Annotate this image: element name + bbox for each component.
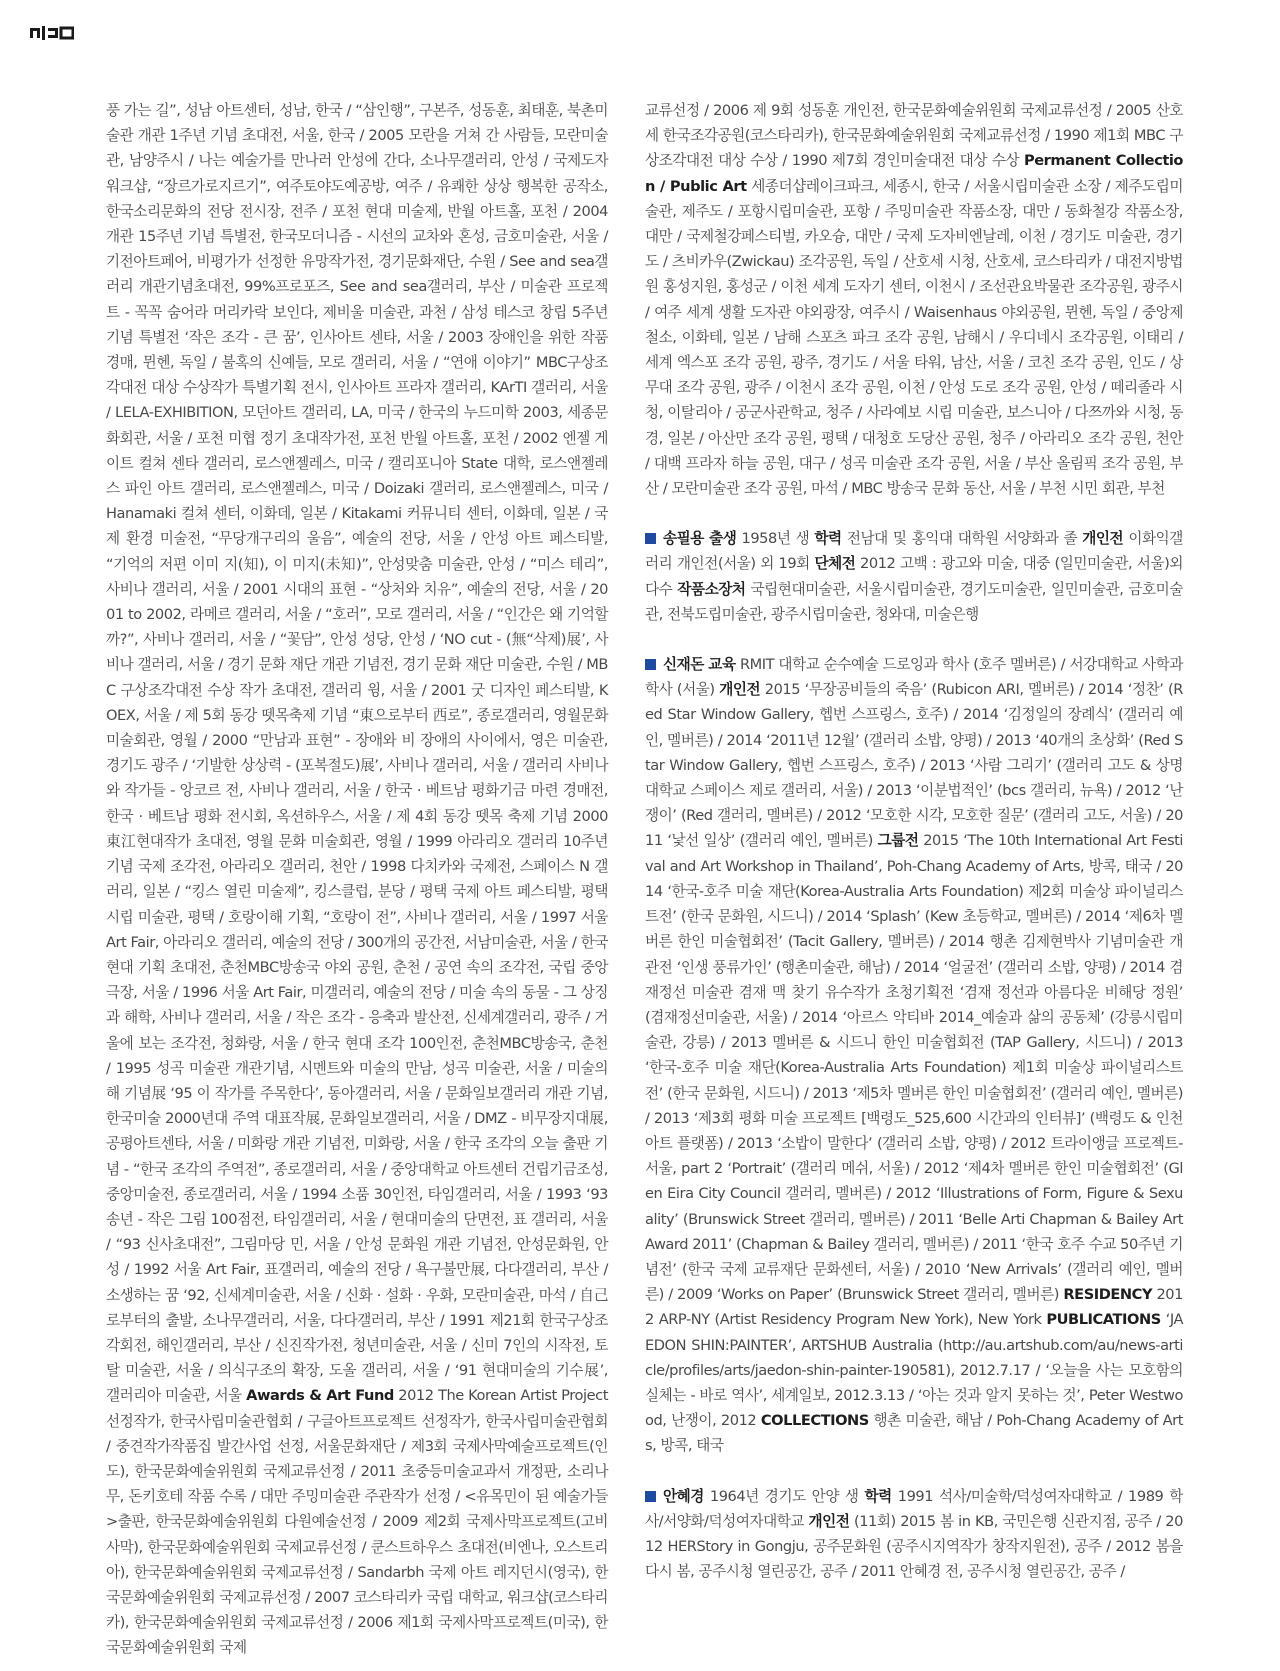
awards-text-continued: 교류선정 / 2006 제 9회 성동훈 개인전, 한국문화예술위원회 국제교류선정 / 2005 산호세 한국조각공원(코스타리카), 한국문화예술위원회 국제교류선정 / 1990 제1회 MBC 구상조각대전 대상 수상 / 1990 제7회 경인미술대전 대상 수상: [645, 102, 1183, 170]
solo-text: 이화익갤러리 개인전(서울) 외 19회: [645, 530, 1183, 573]
birth-text: 1958년 생: [741, 530, 810, 548]
label-solo: 개인전: [1082, 530, 1124, 548]
birth-text: 1964년 경기도 안양 생: [709, 1487, 859, 1505]
collection-text: 세종더샵레이크파크, 세종시, 한국 / 서울시립미술관 소장 / 제주도립미술관, 제주도 / 포항시립미술관, 포항 / 주밍미술관 작품소장, 대만 / 동화철강 작품소장, 대만 / 국제철강페스티벌, 카오슝, 대만 / 국제 도자비엔날레, 이천 / 경기도 미술관, 경기도 / 츠비카우(Zwickau) 조각공원, 독일 / 산호세 시청, 산호세, 코스타리카 / 대전지방법원 홍성지원, 홍성군 / 이천 세계 도자기 센터, 이천시 / 조선관요박물관 조각공원, 광주시 / 여주 세계 생활 도자관 야외광장, 여주시 / Waisenhaus 야외공원, 뮌헨, 독일 / 중앙제철소, 이화테, 일본 / 남해 스포츠 파크 조각 공원, 남해시 / 우디네시 조각공원, 이태리 / 세계 엑스포 조각 공원, 광주, 경기도 / 서울 타워, 남산, 서울 / 코친 조각 공원, 인도 / 상무대 조각 공원, 광주 / 이천시 조각 공원, 이천 / 안성 도로 조각 공원, 안성 / 떼리졸라 시청, 이탈리아 / 공군사관학교, 청주 / 사라예보 시립 미술관, 보스니아 / 다쯔까와 시청, 동경, 일본 / 아산만 조각 공원, 평택 / 대청호 도당산 공원, 청주 / 아라리오 조각 공원, 천안 / 대백 프라자 하늘 공원, 대구 / 성곡 미술관 조각 공원, 서울 / 부산 올림픽 조각 공원, 부산 / 모란미술관 조각 공원, 마석 / MBC 방송국 문화 동산, 서울 / 부천 시민 회관, 부천: [645, 177, 1183, 498]
residency-text: 2012 ARP-NY (Artist Residency Program New York), New York: [645, 1286, 1183, 1329]
label-residency: RESIDENCY: [1063, 1286, 1153, 1304]
label-solo: 개인전: [808, 1512, 850, 1530]
group-exhibitions-text: 풍 가는 길”, 성남 아트센터, 성남, 한국 / “삼인행”, 구본주, 성동훈, 최태훈, 북촌미술관 개관 1주년 기념 초대전, 서울, 한국 / 2005 모란을 거쳐 간 사람들, 모란미술관, 남양주시 / 나는 예술가를 만나러 안성에 간다, 소나무갤러리, 안성 / 국제도자워크샵, “장르가로지르기”, 여주토야도예공방, 여주 / 유쾌한 상상 행복한 공작소, 한국소리문화의 전당 전시장, 전주 / 포천 현대 미술제, 반월 아트홀, 포천 / 2004 개관 15주년 기념 특별전, 한국모더니즘 - 시선의 교차와 혼성, 금호미술관, 서울 / 기전아트페어, 비평가가 선정한 유망작가전, 경기문화재단, 수원 / See and sea갤러리 개관기념초대전, 99%프로포즈, See and sea갤러리, 부산 / 미술관 프로젝트 - 꼭꼭 숨어라 머리카락 보인다, 제비울 미술관, 과천 / 삼성 테스코 창립 5주년 기념 특별전 ‘작은 조각 - 큰 꿈’, 인사아트 센타, 서울 / 2003 장애인을 위한 작품경매, 뮌헨, 독일 / 불혹의 신예들, 모로 갤러리, 서울 / “연애 이야기” MBC구상조각대전 대상 수상작가 특별기획 전시, 인사아트 프라자 갤러리, KArTI 갤러리, 서울 / LELA-EXHIBITION, 모던아트 갤러리, LA, 미국 / 한국의 누드미학 2003, 세종문화회관, 서울 / 포천 미협 정기 초대작가전, 포천 반월 아트홀, 포천 / 2002 엔젤 게이트 컬쳐 센타 갤러리, 로스앤젤레스, 미국 / 캘리포니아 State 대학, 로스앤젤레스 파인 아트 갤러리, 로스앤젤레스, 미국 / Doizaki 갤러리, 로스앤젤레스, 미국 / Hanamaki 컬쳐 센터, 이화데, 일본 / Kitakami 커뮤니티 센터, 이화데, 일본 / 국제 환경 미술전, “무당개구리의 울음”, 예술의 전당, 서울 / 안성 아트 페스티발, “기억의 저편 이미 지(知), 이 미지(未知)”, 안성맞춤 미술관, 안성 / “미스 테리”, 사비나 갤러리, 서울 / 2001 시대의 표현 - “상처와 치유”, 예술의 전당, 서울 / 2001 to 2002, 라메르 갤러리, 서울 / “호러”, 모로 갤러리, 서울 / “인간은 왜 기억할까?”, 사비나 갤러리, 서울 / “꽃담”, 안성 성당, 안성 / ‘NO cut - (無“삭제)展’, 사비나 갤러리, 서울 / 경기 문화 재단 개관 기념전, 경기 문화 재단 미술관, 수원 / MBC 구상조각대전 수상 작가 초대전, 갤러리 윙, 서울 / 2001 굿 디자인 페스티발, KOEX, 서울 / 제 5회 동강 뗏목축제 기념 “東으로부터 西로”, 종로갤러리, 영월문화 미술회관, 영월 / 2000 “만남과 표현” - 장애와 비 장애의 사이에서, 영은 미술관, 경기도 광주 / ‘기발한 상상력 - (포복절도)展’, 사비나 갤러리, 서울 / 갤러리 사비나와 작가들 - 앙코르 전, 사비나 갤러리, 서울 / 한국 · 베트남 평화기금 마련 경매전, 한국 · 베트남 평화 전시회, 옥션하우스, 서울 / 제 4회 동강 뗏목 축제 기념 2000東江현대작가 초대전, 영월 문화 미술회관, 영월 / 1999 아라리오 갤러리 10주년 기념 국제 조각전, 아라리오 갤러리, 천안 / 1998 다치카와 국제전, 스페이스 N 갤러리, 일본 / “킹스 열린 미술제”, 킹스클럽, 분당 / 평택 국제 아트 페스티발, 평택 시립 미술관, 평택 / 호랑이해 기획, “호랑이 전”, 사비나 갤러리, 서울 / 1997 서울 Art Fair, 아라리오 갤러리, 예술의 전당 / 300개의 공간전, 서남미술관, 서울 / 한국 현대 기획 초대전, 춘천MBC방송국 야외 공원, 춘천 / 공연 속의 조각전, 국립 중앙 극장, 서울 / 1996 서울 Art Fair, 미갤러리, 예술의 전당 / 미술 속의 동물 - 그 상징과 해학, 사비나 갤러리, 서울 / 작은 조각 - 응축과 발산전, 신세계갤러리, 광주 / 거울에 보는 조각전, 청화랑, 서울 / 한국 현대 조각 100인전, 춘천MBC방송국, 춘천 / 1995 성곡 미술관 개관기념, 시멘트와 미술의 만남, 성곡 미술관, 서울 / 미술의 해 기념展 ‘95 이 작가를 주목한다’, 동아갤러리, 서울 / 문화일보갤러리 개관 기념, 한국미술 2000년대 주역 대표작展, 문화일보갤러리, 서울 / DMZ - 비무장지대展, 공평아트센타, 서울 / 미화랑 개관 기념전, 미화랑, 서울 / 한국 조각의 오늘 출판 기념 - “한국 조각의 주역전”, 종로갤러리, 서울 / 중앙대학교 아트센터 건립기금조성, 중앙미술전, 종로갤러리, 서울 / 1994 소품 30인전, 타임갤러리, 서울 / 1993 ‘93송년 - 작은 그림 100점전, 타임갤러리, 서울 / 현대미술의 단면전, 표 갤러리, 서울 / “93 신사초대전”, 그림마당 민, 서울 / 안성 문화원 개관 기념전, 안성문화원, 안성 / 1992 서울 Art Fair, 표갤러리, 예술의 전당 / 욕구불만展, 다다갤러리, 부산 / 소생하는 꿈 ‘92, 신세계미술관, 서울 / 신화 · 설화 · 우화, 모란미술관, 마석 / 自己로부터의 출발, 소나무갤러리, 서울, 다다갤러리, 부산 / 1991 제21회 한국구상조각회전, 해인갤러리, 부산 / 신진작가전, 청년미술관, 서울 / 신미 7인의 시작전, 토탈 미술관, 서울 / 의식구조의 확장, 도올 갤러리, 서울 / ‘91 현대미술의 기수展’, 갤러리아 미술관, 서울: [106, 102, 608, 1405]
collection-heading: Permanent Collection / Public Art: [645, 152, 1183, 195]
label-education: 학력: [814, 530, 842, 548]
publications-text: ‘JAEDON SHIN:PAINTER’, ARTSHUB Australia (http://au.artshub.com/au/news-article/profiles/arts/jaedon-shin-painter-190581), 2012.7.17 / ‘오늘을 사는 모호함의 실체는 - 바로 역사’, 세계일보, 2012.3.13 / ‘아는 것과 알지 못하는 것’, Peter Westwood, 난쟁이, 2012: [645, 1311, 1183, 1430]
group-text: 2015 ‘The 10th International Art Festival and Art Workshop in Thailand’, Poh-Chang Academy of Arts, 방콕, 태국 / 2014 ‘한국-호주 미술 재단(Korea-Australia Arts Foundation) 제2회 미술상 파이널리스트전’ (한국 문화원, 시드니) / 2014 ‘Splash’ (Kew 초등학교, 멜버른) / 2014 ‘제6차 멜버른 한인 미술협회전’ (Tacit Gallery, 멜버른) / 2014 행촌 김제현박사 기념미술관 개관전 ‘인생 풍류가인’ (행촌미술관, 해남) / 2014 ‘얼굴전’ (갤러리 소밥, 양평) / 2014 겸재정선 미술관 겸재 맥 찾기 유수작가 초청기획전 ‘겸재 정선과 아름다운 비해당 정원’ (겸재정선미술관, 서울) / 2014 ‘아르스 악티바 2014_예술과 삶의 공동체’ (강릉시립미술관, 강릉) / 2013 멜버른 & 시드니 한인 미술협회전 (TAP Gallery, 시드니) / 2013 ‘한국-호주 미술 재단(Korea-Australia Arts Foundation) 제1회 미술상 파이널리스트전’ (한국 문화원, 시드니) / 2013 ‘제5차 멜버른 한인 미술협회전’ (갤러리 예인, 멜버른) / 2013 ‘제3회 평화 미술 프로젝트 [백령도_525,600 시간과의 인터뷰]’ (백령도 & 인천 아트 플랫폼) / 2013 ‘소밥이 말한다’ (갤러리 소밥, 양평) / 2012 트라이앵글 프로젝트-서울, part 2 ‘Portrait’ (갤러리 메쉬, 서울) / 2012 ‘제4차 멜버른 한인 미술협회전’ (Glen Eira City Council 갤러리, 멜버른) / 2012 ‘Illustrations of Form, Figure & Sexuality’ (Brunswick Street 갤러리, 멜버른) / 2011 ‘Belle Arti Chapman & Bailey Art Award 2011’ (Chapman & Bailey 갤러리, 멜버른) / 2011 ‘한국 호주 수교 50주년 기념전’ (한국 국제 교류재단 문화센터, 서울) / 2010 ‘New Arrivals’ (갤러리 예인, 멜버른) / 2009 ‘Works on Paper’ (Brunswick Street 갤러리, 멜버른): [645, 832, 1183, 1304]
artist-entry-shin: [645, 652, 1183, 1459]
artist-name: 송필용: [663, 530, 704, 548]
label-birth: 출생: [709, 530, 737, 548]
collection-text: 국립현대미술관, 서울시립미술관, 경기도미술관, 일민미술관, 금호미술관, 전북도립미술관, 광주시립미술관, 청와대, 미술은행: [645, 580, 1183, 623]
career-paragraph: [106, 98, 608, 1661]
square-bullet-icon: [645, 1491, 656, 1502]
left-column: [106, 98, 608, 1661]
artist-entry-song: [645, 526, 1183, 627]
awards-heading: Awards & Art Fund: [246, 1387, 394, 1405]
education-text: RMIT 대학교 순수예술 드로잉과 학사 (호주 멜버른) / 서강대학교 사학과 학사 (서울): [645, 656, 1183, 699]
artist-entry-ahn: [645, 1484, 1183, 1585]
right-column: [645, 98, 1183, 1584]
education-text: 전남대 및 홍익대 대학원 서양화과 졸: [846, 530, 1078, 548]
awards-text: 2012 The Korean Artist Project 선정작가, 한국사립미술관협회 / 구글아트프로젝트 선정작가, 한국사립미술관협회 / 중견작가작품집 발간사업 선정, 서울문화재단 / 제3회 국제사막예술프로젝트(인도), 한국문화예술위원회 국제교류선정 / 2011 초중등미술교과서 개정판, 소리나무, 돈키호테 작품 수록 / 대만 주밍미술관 주관작가 선정 / <유목민이 된 예술가들>출판, 한국문화예술위원회 다원예술선정 / 2009 제2회 국제사막프로젝트(고비사막), 한국문화예술위원회 국제교류선정 / 쿤스트하우스 초대전(비엔나, 오스트리아), 한국문화예술위원회 국제교류선정 / Sandarbh 국제 아트 레지던시(영국), 한국문화예술위원회 국제교류선정 / 2007 코스타리카 국립 대학교, 워크샵(코스타리카), 한국문화예술위원회 국제교류선정 / 2006 제1회 국제사막프로젝트(미국), 한국문화예술위원회 국제: [106, 1387, 608, 1657]
collection-text: 행촌 미술관, 해남 / Poh-Chang Academy of Arts, 방콕, 태국: [645, 1412, 1183, 1455]
career-continued-paragraph: [645, 98, 1183, 501]
group-text: 2012 고백 : 광고와 미술, 대중 (일민미술관, 서울)외 다수: [645, 555, 1183, 598]
square-bullet-icon: [645, 659, 656, 670]
label-education: 학력: [864, 1487, 892, 1505]
education-text: 1991 석사/미술학/덕성여자대학교 / 1989 학사/서양화/덕성여자대학교: [645, 1487, 1183, 1530]
solo-text: 2015 ‘무장공비들의 죽음’ (Rubicon ARI, 멜버른) / 2014 ‘정찬’ (Red Star Window Gallery, 헵번 스프링스, 호주) / 2014 ‘김정일의 장례식’ (갤러리 예인, 멜버른) / 2014 ‘2011년 12월’ (갤러리 소밥, 양평) / 2013 ‘40개의 초상화’ (Red Star Window Gallery, 헵번 스프링스, 호주) / 2013 ‘사람 그리기’ (갤러리 고도 & 상명대학교 스페이스 제로 갤러리, 서울) / 2013 ‘이분법적인’ (bcs 갤러리, 뉴욕) / 2012 ‘난쟁이’ (Red 갤러리, 멜버른) / 2012 ‘모호한 시각, 모호한 질문’ (갤러리 고도, 서울) / 2011 ‘낯선 일상’ (갤러리 예인, 멜버른): [645, 681, 1183, 850]
solo-text: (11회) 2015 봄 in KB, 국민은행 신관지점, 공주 / 2012 HERStory in Gongju, 공주문화원 (공주시지역작가 창작지원전), 공주 / 2012 봄을 다시 봄, 공주시청 열린공간, 공주 / 2011 안혜경 전, 공주시청 열린공간, 공주 /: [645, 1512, 1183, 1581]
label-group: 그룹전: [877, 832, 919, 850]
artist-name: 신재돈: [663, 656, 704, 674]
artist-name: 안혜경: [663, 1487, 704, 1505]
label-collection: 작품소장처: [677, 580, 746, 598]
square-bullet-icon: [645, 533, 656, 544]
label-solo: 개인전: [719, 681, 761, 699]
label-collection: COLLECTIONS: [760, 1412, 869, 1430]
label-education: 교육: [708, 656, 736, 674]
label-group: 단체전: [814, 555, 856, 573]
magazine-logo: [30, 26, 74, 40]
label-publications: PUBLICATIONS: [1046, 1311, 1161, 1329]
